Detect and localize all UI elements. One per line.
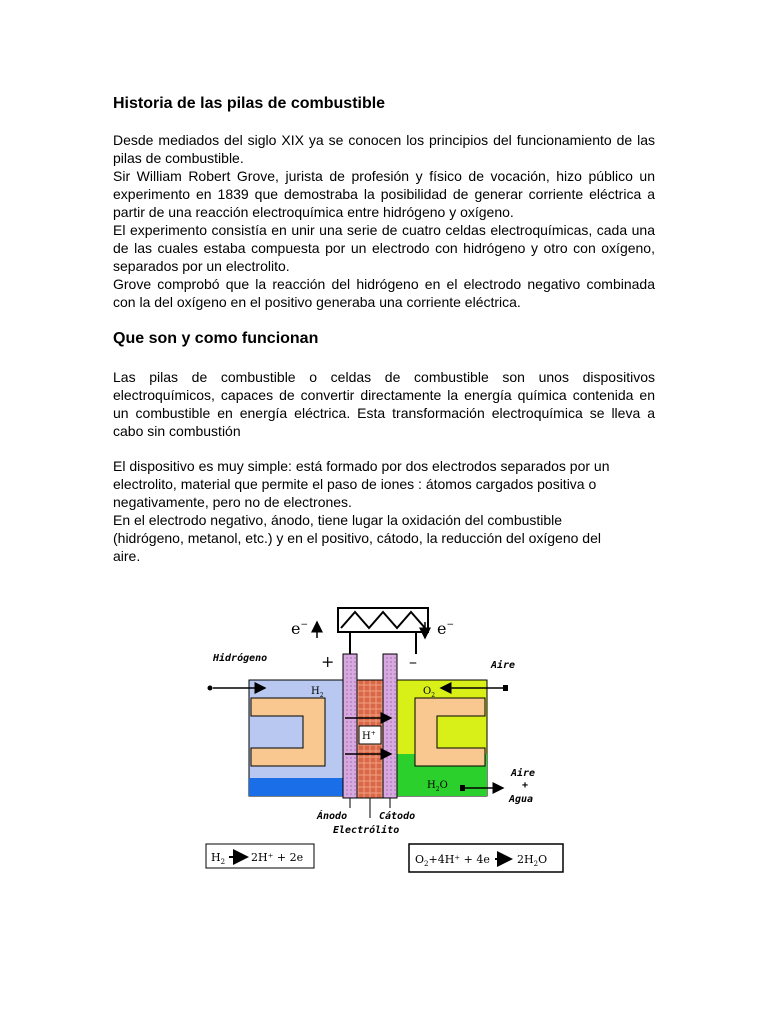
anode-bottom	[249, 778, 345, 796]
how-line-4: En el electrodo negativo, ánodo, tiene lugar la oxidación del combustible	[113, 512, 563, 528]
history-paragraph-3: El experimento consistía en unir una serie de cuatro celdas electroquímicas, cada una de las cuales estaba compuesta por un electrodo con hidrógeno y otro con oxígeno, separados por un electrolito.	[113, 222, 655, 274]
anode-label: Ánodo	[317, 811, 348, 822]
h2-label: $H_2$	[311, 686, 324, 699]
anode-eq-left: $H_2$	[211, 851, 226, 866]
external-circuit	[338, 608, 428, 654]
hydrogen-label: Hidrógeno	[213, 653, 268, 664]
cathode-label: Cátodo	[379, 811, 416, 822]
history-paragraph-2: Sir William Robert Grove, jurista de profesión y físico de vocación, hizo público un experimento en 1839 que demostraba la posibilidad de generar corriente eléctrica a partir de una reacción electroquímica entre hidrógeno y oxígeno.	[113, 168, 655, 220]
how-line-2: electrolito, material que permite el paso de iones : átomos cargados positiva o	[113, 476, 597, 492]
minus-sign: –	[409, 652, 417, 671]
h2o-label: $H_2O$	[427, 780, 448, 793]
how-line-3: negativamente, pero no de electrones.	[113, 494, 352, 510]
outlet-plus-label: +	[522, 780, 529, 791]
how-paragraph-1: Las pilas de combustible o celdas de combustible son unos dispositivos electroquímicos, capaces de convertir directamente la energía química contenida en un combustible en energía eléctrica. Esta transformación electroquímica se lleva a cabo sin combustión	[113, 369, 655, 439]
how-paragraph-2	[113, 457, 655, 565]
fuel-cell-diagram	[205, 604, 569, 881]
how-line-1: El dispositivo es muy simple: está formado por dos electrodos separados por un	[113, 458, 610, 474]
cathode-eq-right: $2H_2O$	[517, 853, 548, 868]
how-line-6: aire.	[113, 548, 141, 564]
o2-label: $O_2$	[423, 686, 436, 699]
electron-right: e−	[437, 619, 455, 638]
plus-sign: +	[321, 652, 335, 671]
how-line-5: (hidrógeno, metanol, etc.) y en el positivo, cátodo, la reducción del oxígeno del	[113, 530, 601, 546]
history-text	[113, 131, 655, 311]
cathode-eq-left: $O_2+4H^+ + 4e$	[415, 853, 490, 868]
fuel-cell-svg	[205, 604, 569, 876]
anode-electrode	[343, 654, 357, 798]
section-title-how-it-works: Que son y como funcionan	[113, 330, 319, 347]
section-title-history: Historia de las pilas de combustible	[113, 95, 386, 112]
air-label: Aire	[491, 660, 516, 671]
electron-left: e−	[291, 619, 309, 638]
hplus-label: H+	[362, 730, 376, 742]
outlet-water-label: Agua	[509, 794, 534, 805]
electrolyte-label: Electrólito	[333, 825, 400, 836]
cathode-electrode	[383, 654, 397, 798]
anode-eq-right: 2H⁺ + 2e	[251, 851, 304, 864]
outlet-air-label: Aire	[511, 768, 536, 779]
history-paragraph-1: Desde mediados del siglo XIX ya se conocen los principios del funcionamiento de las pilas de combustible.	[113, 132, 655, 166]
history-paragraph-4: Grove comprobó que la reacción del hidrógeno en el electrodo negativo combinada con la del oxígeno en el positivo generaba una corriente eléctrica.	[113, 276, 655, 310]
